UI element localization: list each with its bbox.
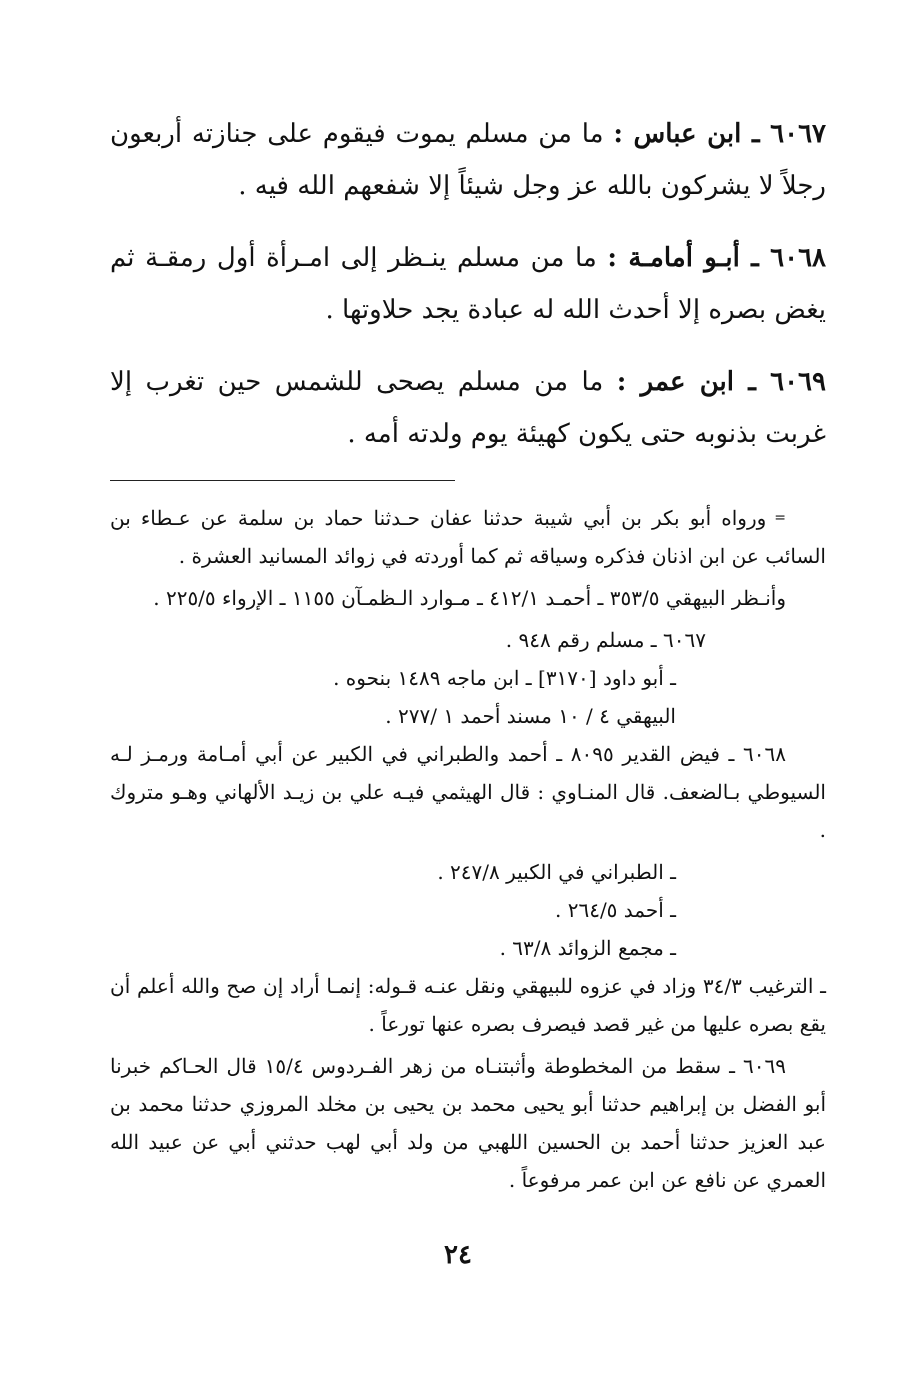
- hadith-text: ما من مسلم ينـظر إلى امـرأة أول رمقـة ثم يغض بصره إلا أحدث الله له عبادة يجد حلاوتها .: [110, 243, 826, 325]
- note-6069: ٦٠٦٩ ـ سقط من المخطوطة وأثبتنـاه من زهر الفـردوس ١٥/٤ قال الحـاكم خبرنا أبو الفضل بن إبراهيم حدثنا أبو يحيى محمد بن يحيى بن مخلد المروزي حدثنا محمد بن عبد العزيز حدثنا أحمد بن الحسين اللهبي من ولد أبي لهب حدثني أبي عن عبيد الله العمري عن نافع عن ابن عمر مرفوعاً .: [110, 1054, 826, 1192]
- hadith-head: ٦٠٦٧ ـ ابن عباس :: [613, 119, 826, 149]
- note-6067-line-2: ـ أبو داود [٣١٧٠] ـ ابن ماجه ١٤٨٩ بنحوه .: [333, 666, 676, 690]
- hadith-6067: [110, 108, 826, 212]
- note-6067-line-1: ٦٠٦٧ ـ مسلم رقم ٩٤٨ .: [505, 628, 706, 652]
- note-continuation: [110, 499, 826, 575]
- hadith-head: ٦٠٦٨ ـ أبـو أمامـة :: [607, 243, 827, 273]
- note-text: ورواه أبو بكر بن أبي شيبة حدثنا عفان حـدثنا حماد بن سلمة عن عـطاء بن السائب عن ابن اذنان فذكره وسياقه ثم كما أوردته في زوائد المسانيد العشرة .: [110, 506, 826, 568]
- note-6067-line-3: البيهقي ٤ / ١٠ مسند أحمد ١ /٢٧٧ .: [385, 704, 676, 728]
- hadith-text: ما من مسلم يصحى للشمس حين تغرب إلا غربت بذنوبه حتى يكون كهيئة يوم ولدته أمه .: [110, 367, 826, 449]
- hadith-6069: [110, 356, 826, 460]
- footnote-divider: [110, 480, 455, 481]
- hadith-text: ما من مسلم يموت فيقوم على جنازته أربعون رجلاً لا يشركون بالله عز وجل شيئاً إلا شفعهم الله فيه .: [110, 119, 826, 201]
- page-number: ٢٤: [444, 1240, 472, 1270]
- note-references: وأنـظر البيهقي ٣٥٣/٥ ـ أحمـد ٤١٢/١ ـ مـوارد الـظمـآن ١١٥٥ ـ الإرواء ٢٢٥/٥ .: [153, 586, 786, 610]
- page-body: [110, 108, 826, 1203]
- continuation-marker: =: [774, 510, 786, 526]
- note-6068-line-2: ـ أحمد ٢٦٤/٥ .: [555, 898, 676, 922]
- footnotes: [110, 499, 826, 1199]
- note-6068-line-3: ـ مجمع الزوائد ٦٣/٨ .: [499, 936, 676, 960]
- note-6068-targhib: ـ الترغيب ٣٤/٣ وزاد في عزوه للبيهقي ونقل عنـه قـوله: إنمـا أراد إن صح والله أعلم أن يقع بصره عليها من غير قصد فيصرف بصره عنها تورعاً .: [110, 974, 826, 1036]
- hadith-6068: [110, 232, 826, 336]
- note-6068: ٦٠٦٨ ـ فيض القدير ٨٠٩٥ ـ أحمد والطبراني في الكبير عن أبي أمـامة ورمـز لـه السيوطي بـالضعف. قال المنـاوي : قال الهيثمي فيـه علي بن زيـد الألهاني وهـو متروك .: [110, 742, 826, 842]
- note-6068-line-1: ـ الطبراني في الكبير ٢٤٧/٨ .: [437, 860, 676, 884]
- hadith-head: ٦٠٦٩ ـ ابن عمر :: [616, 367, 826, 397]
